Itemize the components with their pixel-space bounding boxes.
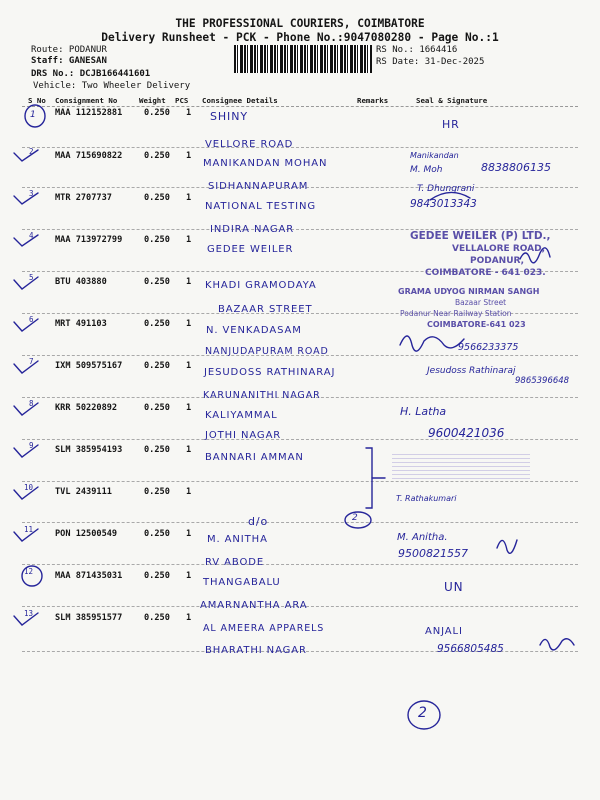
hand-consignee: JOTHI NAGAR	[205, 430, 282, 441]
hand-signature: T. Rathakumari	[396, 494, 457, 503]
tick-mark	[14, 487, 38, 499]
hand-consignee: INDIRA NAGAR	[210, 224, 295, 235]
hand-signature: 9500821557	[398, 547, 468, 560]
runsheet-subtitle: Delivery Runsheet - PCK - Phone No.:9047080280 - Page No.:1	[101, 31, 499, 44]
row-consignment-no: SLM 385951577	[55, 613, 123, 623]
row-weight: 0.250	[144, 571, 170, 581]
company-title: THE PROFESSIONAL COURIERS, COIMBATORE	[175, 17, 425, 30]
hand-consignee: KHADI GRAMODAYA	[205, 280, 317, 291]
hand-signature: ANJALI	[425, 626, 463, 637]
hand-signature: Manikandan	[410, 151, 459, 160]
row-pcs: 1	[186, 235, 192, 245]
row-weight: 0.250	[144, 529, 170, 539]
circled-two-bottom: 2	[418, 705, 427, 721]
faded-stamp	[392, 453, 530, 479]
row-pcs: 1	[186, 571, 192, 581]
hand-signature: H. Latha	[400, 405, 447, 418]
hand-signature: 8838806135	[481, 161, 551, 174]
stamp-gedee-city: COIMBATORE - 641 023.	[425, 268, 546, 278]
row-pcs: 1	[186, 613, 192, 623]
row-pcs: 1	[186, 361, 192, 371]
tick-mark	[14, 403, 38, 415]
stamp-gedee-area: PODANUR,	[470, 256, 525, 266]
row-pcs: 1	[186, 403, 192, 413]
row-pcs: 1	[186, 277, 192, 287]
col-seal-signature: Seal & Signature	[416, 96, 488, 105]
row-consignment-no: MAA 112152881	[55, 108, 123, 118]
bracket-mark	[366, 448, 372, 508]
rs-number: RS No.: 1664416	[376, 45, 458, 55]
hand-sno-1: 1	[30, 110, 36, 120]
tick-mark	[14, 529, 38, 541]
hand-consignee: KARUNANITHI NAGAR	[203, 390, 321, 401]
row-sno: 5	[29, 273, 34, 282]
circled-two: 2	[352, 513, 358, 523]
row-weight: 0.250	[144, 487, 170, 497]
hand-signature: T. Dhungrani	[417, 184, 475, 194]
row-consignment-no: MRT 491103	[55, 319, 107, 329]
row-consignment-no: PON 12500549	[55, 529, 118, 539]
row-consignment-no: BTU 403880	[55, 277, 107, 287]
row-consignment-no: SLM 385954193	[55, 445, 123, 455]
row-sno: 4	[29, 231, 34, 240]
row-weight: 0.250	[144, 277, 170, 287]
stamp-khadi-street: Bazaar Street	[455, 298, 507, 307]
col-remarks: Remarks	[357, 96, 389, 105]
hand-signature: 9865396648	[515, 376, 570, 386]
row-consignment-no: MAA 713972799	[55, 235, 123, 245]
circled-two-mark	[345, 512, 371, 528]
tick-mark	[14, 277, 38, 289]
row-pcs: 1	[186, 445, 192, 455]
row-consignment-no: MAA 715690822	[55, 151, 123, 161]
row-pcs: 1	[186, 108, 192, 118]
row-sno: 13	[24, 609, 34, 618]
col-pcs: PCS	[175, 96, 189, 105]
row-consignment-no: KRR 50220892	[55, 403, 118, 413]
row-weight: 0.250	[144, 613, 170, 623]
stamp-khadi-city: COIMBATORE-641 023	[427, 320, 526, 329]
hand-signature: HR	[442, 118, 460, 131]
row-consignment-no: MAA 871435031	[55, 571, 123, 581]
hand-signature: Jesudoss Rathinaraj	[427, 366, 516, 376]
hand-signature: 9843013343	[410, 198, 477, 210]
hand-signature: 9566805485	[437, 643, 504, 655]
tick-mark	[14, 319, 38, 331]
row-pcs: 1	[186, 487, 192, 497]
row-consignment-no: IXM 509575167	[55, 361, 123, 371]
row-sno: 11	[24, 525, 34, 534]
circle-sno-12	[22, 566, 42, 586]
hand-signature: 9600421036	[428, 426, 505, 440]
hand-consignee: BANNARI AMMAN	[205, 452, 304, 463]
staff-label: Staff: GANESAN	[31, 56, 107, 66]
row-pcs: 1	[186, 319, 192, 329]
rs-date: RS Date: 31-Dec-2025	[376, 57, 485, 67]
vehicle-label: Vehicle: Two Wheeler Delivery	[33, 81, 191, 91]
row-weight: 0.250	[144, 403, 170, 413]
tick-mark	[14, 613, 38, 625]
row-sno: 8	[29, 399, 34, 408]
row-weight: 0.250	[144, 235, 170, 245]
row-weight: 0.250	[144, 108, 170, 118]
hand-signature: UN	[444, 580, 464, 594]
hand-consignee: AL AMEERA APPARELS	[203, 623, 325, 634]
drs-label: DRS No.: DCJB166441601	[31, 69, 151, 79]
row-pcs: 1	[186, 193, 192, 203]
row-weight: 0.250	[144, 445, 170, 455]
row-weight: 0.250	[144, 151, 170, 161]
row-pcs: 1	[186, 529, 192, 539]
row-sno: 9	[29, 441, 34, 450]
tick-mark	[14, 361, 38, 373]
hand-consignee: d/o	[248, 515, 269, 528]
row-weight: 0.250	[144, 361, 170, 371]
row-sno: 12	[24, 567, 34, 576]
row-sno: 6	[29, 315, 34, 324]
row-sno: 2	[29, 147, 34, 156]
hand-consignee: NANJUDAPURAM ROAD	[205, 346, 329, 357]
hand-signature: M. Anitha.	[397, 532, 448, 543]
hand-consignee: VELLORE ROAD	[205, 139, 294, 150]
hand-consignee: SIDHANNAPURAM	[208, 181, 309, 192]
hand-consignee: NATIONAL TESTING	[205, 201, 317, 212]
hand-consignee: M. ANITHA	[207, 534, 268, 545]
hand-consignee: THANGABALU	[203, 577, 281, 588]
hand-consignee: N. VENKADASAM	[206, 325, 302, 336]
hand-consignee: KALIYAMMAL	[205, 410, 278, 421]
hand-consignee: JESUDOSS RATHINARAJ	[204, 367, 336, 378]
hand-signature: M. Moh	[410, 165, 443, 175]
hand-consignee: AMARNANTHA ARA	[200, 600, 308, 611]
signature-squiggle	[497, 540, 517, 553]
row-consignment-no: MTR 2707737	[55, 193, 112, 203]
row-sno: 7	[29, 357, 34, 366]
row-weight: 0.250	[144, 319, 170, 329]
row-pcs: 1	[186, 151, 192, 161]
row-sno: 10	[24, 483, 34, 492]
tick-mark	[14, 150, 38, 161]
row-weight: 0.250	[144, 193, 170, 203]
col-consignment: Consignment No	[55, 96, 118, 105]
tick-mark	[14, 235, 38, 246]
col-weight: Weight	[139, 96, 166, 105]
stamp-khadi-near: Podanur Near Railway Station	[400, 309, 512, 318]
hand-consignee: GEDEE WEILER	[207, 244, 294, 255]
tick-mark	[14, 445, 38, 457]
route-label: Route: PODANUR	[31, 45, 107, 55]
hand-consignee: SHINY	[210, 110, 248, 123]
row-consignment-no: TVL 2439111	[55, 487, 112, 497]
tick-mark	[14, 193, 38, 204]
stamp-gedee-name: GEDEE WEILER (P) LTD.,	[410, 230, 551, 242]
col-consignee: Consignee Details	[202, 96, 278, 105]
hand-consignee: BAZAAR STREET	[218, 304, 313, 315]
hand-consignee: RV ABODE	[205, 557, 265, 568]
stamp-khadi-name: GRAMA UDYOG NIRMAN SANGH	[398, 287, 540, 296]
col-sno: S No	[28, 96, 46, 105]
signature-squiggle	[400, 336, 464, 351]
hand-consignee: BHARATHI NAGAR	[205, 645, 307, 656]
hand-consignee: MANIKANDAN MOHAN	[203, 158, 328, 169]
stamp-gedee-street: VELLALORE ROAD,	[452, 244, 546, 254]
hand-signature: 9566233375	[458, 342, 519, 353]
signature-squiggle	[540, 639, 574, 650]
row-sno: 3	[29, 189, 34, 198]
